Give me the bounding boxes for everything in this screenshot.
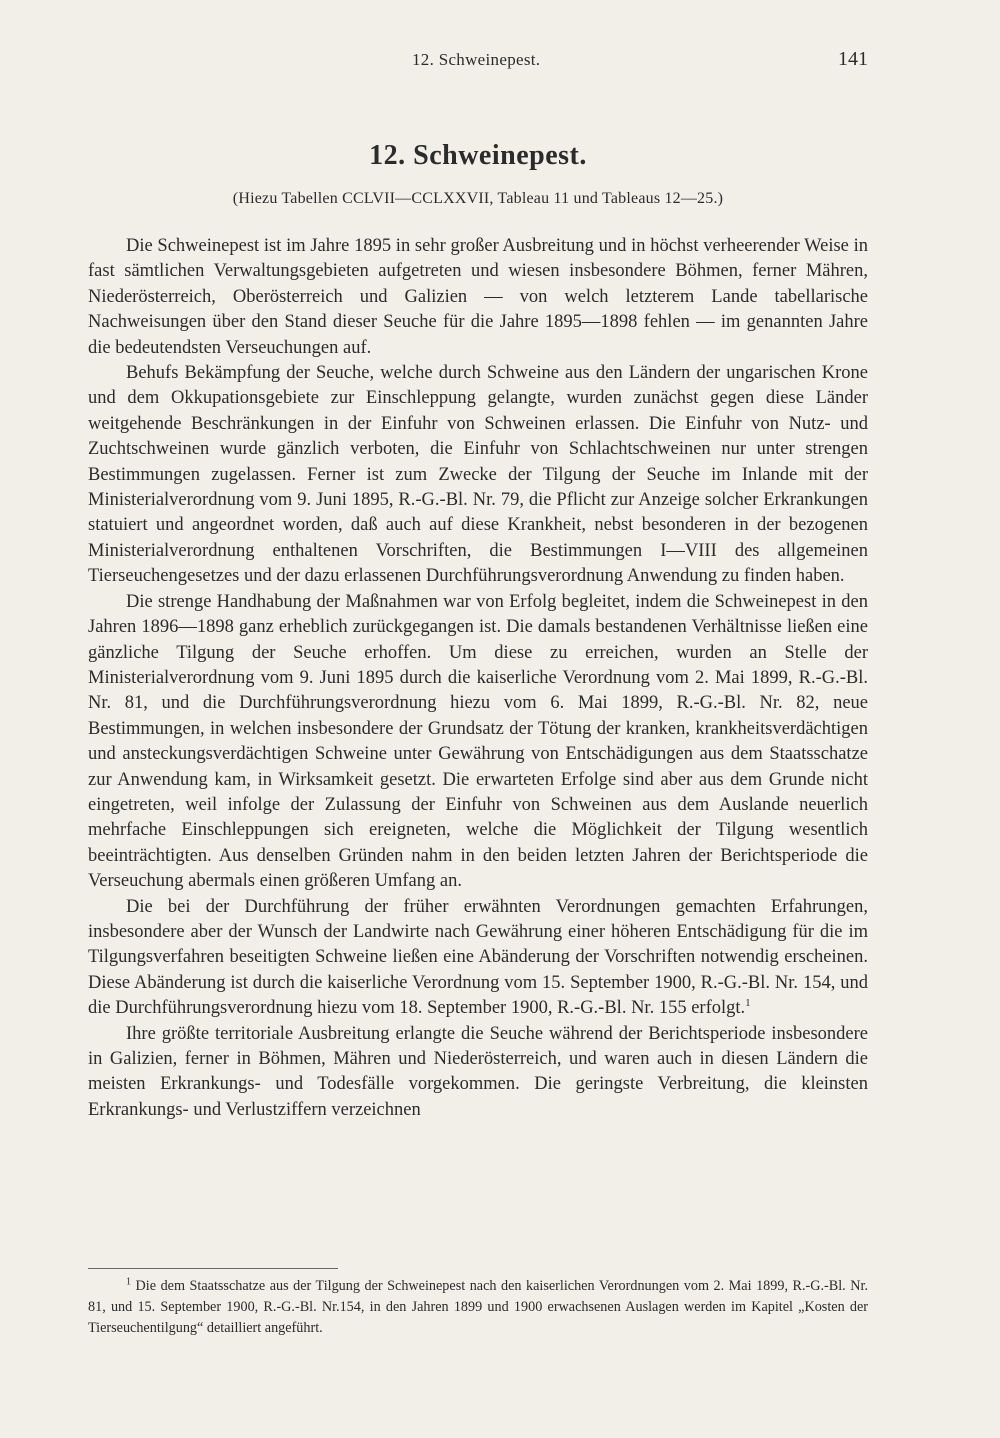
chapter-title: 12. Schweinepest. [369,140,587,171]
paragraph-with-footnote [88,895,868,1022]
paragraph: Behufs Bekämpfung der Seuche, welche durch Schweine aus den Ländern der ungarischen Krone und dem Okkupationsgebiete zur Einschleppung gelangte, wurden zunächst gegen diese Länder weitgehende Beschränkungen in der Einfuhr von Schweinen erlassen. Die Einfuhr von Nutz- und Zuchtschweinen wurde gänzlich verboten, die Einfuhr von Schlachtschweinen nur unter strengen Bestimmungen zugelassen. Ferner ist zum Zwecke der Tilgung der Seuche im Inlande mit der Ministerialverordnung vom 9. Juni 1895, R.-G.-Bl. Nr. 79, die Pflicht zur Anzeige solcher Erkrankungen statuiert und angeordnet worden, daß auch auf diese Krankheit, nebst besonderen in der bezogenen Ministerialverordnung enthaltenen Vorschriften, die Bestimmungen I—VIII des allgemeinen Tierseuchengesetzes und der dazu erlassenen Durchführungsverordnung Anwendung zu finden haben. [88,363,868,587]
paragraph: Die Schweinepest ist im Jahre 1895 in sehr großer Ausbreitung und in höchst verheerender Weise in fast sämtlichen Verwaltungsgebieten aufgetreten und wiesen insbesondere Böhmen, ferner Mähren, Niederösterreich, Oberösterreich und Galizien — von welch letzterem Lande tabellarische Nachweisungen über den Stand dieser Seuche für die Jahre 1895—1898 fehlen — im genannten Jahre die bedeutendsten Verseuchungen auf. [88,236,868,358]
chapter-subtitle: (Hiezu Tabellen CCLVII—CCLXXVII, Tableau 11 und Tableaus 12—25.) [232,190,724,207]
footnote-text: Die dem Staatsschatze aus der Tilgung der Schweinepest nach den kaiserlichen Verordnungen vom 2. Mai 1899, R.-G.-Bl. Nr. 81, und 15. September 1900, R.-G.-Bl. Nr.154, in den Jahren 1899 und 1900 erwachsenen Auslagen werden im Kapitel „Kosten der Tierseuchentilgung“ detailliert angeführt. [88,1278,869,1336]
paragraph-text: Die bei der Durchführung der früher erwähnten Verordnungen gemachten Erfahrungen, insbesondere aber der Wunsch der Landwirte nach Gewährung einer höheren Entschädigung für die im Tilgungsverfahren beseitigten Schweine ließen eine Abänderung der Vorschriften notwendig erscheinen. Diese Abänderung ist durch die kaiserliche Verordnung vom 15. September 1900, R.-G.-Bl. Nr. 154, und die Durchführungsverordnung hiezu vom 18. September 1900, R.-G.-Bl. Nr. 155 erfolgt. [88,896,868,1019]
paragraph: Ihre größte territoriale Ausbreitung erlangte die Seuche während der Berichtsperiode insbesondere in Galizien, ferner in Böhmen, Mähren und Niederösterreich, und waren auch in diesen Ländern die meisten Erkrankungs- und Todesfälle vorgekommen. Die geringste Verbreitung, die kleinsten Erkrankungs- und Verlustziffern verzeichnen [88,1023,868,1120]
footnote-marker: 1 [126,1276,131,1288]
footnote-reference: 1 [745,997,751,1010]
footnote-divider [88,1268,338,1269]
body-text [88,234,868,1123]
document-page [88,0,868,1438]
page-number: 141 [838,48,868,70]
running-title: 12. Schweinepest. [412,50,541,69]
paragraph: Die strenge Handhabung der Maßnahmen war von Erfolg begleitet, indem die Schweinepest in den Jahren 1896—1898 ganz erheblich zurückgegangen ist. Die damals bestandenen Verhältnisse ließen eine gänzliche Tilgung der Seuche erhoffen. Um diese zu erreichen, wurden an Stelle der Ministerialverordnung vom 9. Juni 1895 durch die kaiserliche Verordnung vom 2. Mai 1899, R.-G.-Bl. Nr. 81, und die Durchführungsverordnung hiezu vom 6. Mai 1899, R.-G.-Bl. Nr. 82, neue Bestimmungen, in welchen insbesondere der Grundsatz der Tötung der kranken, krankheitsverdächtigen und ansteckungsverdächtigen Schweine unter Gewährung von Entschädigungen aus dem Staatsschatze zur Anwendung kam, in Wirksamkeit gesetzt. Die erwarteten Erfolge sind aber aus dem Grunde nicht eingetreten, weil infolge der Zulassung der Einfuhr von Schweinen aus dem Auslande neuerlich mehrfache Einschleppungen sich ereigneten, welche die Möglichkeit der Tilgung wesentlich beeinträchtigten. Aus denselben Gründen nahm in den beiden letzten Jahren der Berichtsperiode die Verseuchung abermals einen größeren Umfang an. [88,591,868,892]
running-head [88,50,868,74]
footnote [88,1276,868,1339]
